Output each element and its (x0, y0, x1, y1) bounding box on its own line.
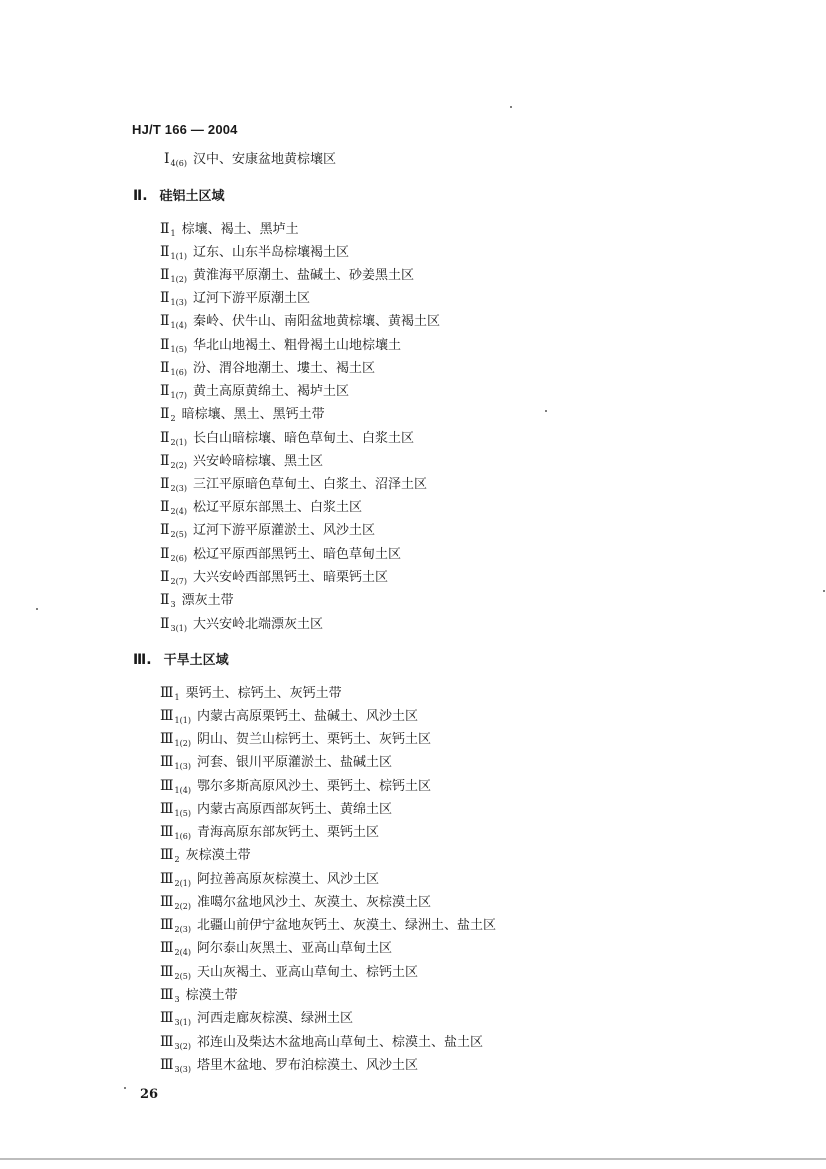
region-name: 硅铝土区域 (159, 189, 225, 204)
list-item (160, 871, 379, 892)
region-code: $Ⅲ_{3(3)}$ (160, 1057, 191, 1074)
list-item (160, 964, 418, 985)
region-code-subscript: 4(6) (170, 159, 187, 168)
list-item (160, 940, 392, 961)
region-name: 华北山地褐土、粗骨褐土山地棕壤土 (192, 338, 401, 353)
region-code-subscript: 1(1) (170, 252, 187, 261)
list-item (160, 685, 342, 706)
region-code: $Ⅲ_3$ (160, 987, 180, 1004)
list-item (160, 1034, 483, 1055)
region-code: Ⅱ. (133, 188, 148, 204)
region-name: 漂灰土带 (181, 593, 234, 608)
list-item (160, 894, 431, 915)
list-item (160, 801, 392, 822)
region-code: $Ⅱ_{1(4)}$ (160, 313, 187, 330)
scan-speck (36, 608, 38, 610)
list-item (160, 221, 299, 242)
region-name: 三江平原暗色草甸土、白浆土、沼泽土区 (192, 477, 427, 492)
region-name: 黄土高原黄绵土、褐垆土区 (192, 384, 349, 399)
region-name: 北疆山前伊宁盆地灰钙土、灰漠土、绿洲土、盐土区 (196, 918, 496, 933)
list-item (160, 522, 375, 543)
region-name: 秦岭、伏牛山、南阳盆地黄棕壤、黄褐土区 (192, 314, 440, 329)
page-number: 26 (140, 1087, 159, 1102)
region-code-subscript: 3(1) (174, 1018, 191, 1027)
region-name: 兴安岭暗棕壤、黑土区 (192, 454, 323, 469)
list-item (164, 151, 336, 172)
region-code-subscript: 2(1) (174, 879, 191, 888)
region-code: $Ⅲ_{3(2)}$ (160, 1034, 191, 1051)
region-name: 干旱土区域 (163, 653, 229, 668)
region-code: $Ⅱ_1$ (160, 221, 176, 238)
list-item (160, 360, 375, 381)
region-code-subscript: 1 (174, 693, 180, 702)
region-name: 栗钙土、棕钙土、灰钙土带 (185, 686, 342, 701)
region-name: 塔里木盆地、罗布泊棕漠土、风沙土区 (196, 1058, 418, 1073)
region-code-subscript: 1(3) (174, 762, 191, 771)
region-code: $Ⅲ_{1(6)}$ (160, 824, 191, 841)
list-item (160, 383, 349, 404)
list-item (160, 616, 323, 637)
region-name: 大兴安岭西部黑钙土、暗栗钙土区 (192, 570, 388, 585)
list-item (160, 847, 251, 868)
list-item (160, 778, 431, 799)
region-code-subscript: 1(3) (170, 298, 187, 307)
list-item (160, 754, 392, 775)
scan-edge (0, 1158, 826, 1160)
list-item (160, 1057, 418, 1078)
section-heading (133, 652, 229, 669)
region-code-subscript: 2(4) (174, 948, 191, 957)
region-code: $Ⅱ_{1(6)}$ (160, 360, 187, 377)
region-code: $Ⅲ_2$ (160, 847, 180, 864)
region-name: 灰棕漠土带 (185, 848, 251, 863)
region-name: 松辽平原东部黑土、白浆土区 (192, 500, 362, 515)
region-code: $Ⅰ_{4(6)}$ (164, 151, 187, 168)
region-code: $Ⅱ_{1(3)}$ (160, 290, 187, 307)
region-code: $Ⅲ_{1(5)}$ (160, 801, 191, 818)
region-code: $Ⅲ_{1(1)}$ (160, 708, 191, 725)
region-code-subscript: 2(6) (170, 554, 187, 563)
region-name: 辽河下游平原潮土区 (192, 291, 310, 306)
region-code: $Ⅲ_{2(1)}$ (160, 871, 191, 888)
region-code-subscript: 1(6) (174, 832, 191, 841)
list-item (160, 1010, 353, 1031)
list-item (160, 453, 323, 474)
list-item (160, 731, 431, 752)
region-code: $Ⅱ_{2(7)}$ (160, 569, 187, 586)
region-code: $Ⅱ_{2(6)}$ (160, 546, 187, 563)
list-item (160, 290, 310, 311)
region-code-subscript: 2(3) (174, 925, 191, 934)
region-name: 松辽平原西部黑钙土、暗色草甸土区 (192, 547, 401, 562)
scan-speck (124, 1087, 126, 1089)
region-name: 阿尔泰山灰黑土、亚高山草甸土区 (196, 941, 392, 956)
region-code: $Ⅲ_{2(3)}$ (160, 917, 191, 934)
region-code-subscript: 2(3) (170, 484, 187, 493)
region-code-subscript: 3 (174, 995, 180, 1004)
region-name: 暗棕壤、黑土、黑钙土带 (181, 407, 325, 422)
region-name: 棕漠土带 (185, 988, 238, 1003)
region-code: Ⅲ. (133, 652, 152, 668)
list-item (160, 313, 440, 334)
region-code: $Ⅲ_1$ (160, 685, 180, 702)
region-name: 内蒙古高原西部灰钙土、黄绵土区 (196, 802, 392, 817)
region-code: $Ⅱ_{1(1)}$ (160, 244, 187, 261)
list-item (160, 476, 427, 497)
region-name: 汉中、安康盆地黄棕壤区 (192, 152, 336, 167)
list-item (160, 337, 401, 358)
region-code: $Ⅱ_{3(1)}$ (160, 616, 187, 633)
region-code-subscript: 2(1) (170, 438, 187, 447)
region-code: $Ⅱ_{2(5)}$ (160, 522, 187, 539)
region-code-subscript: 3(3) (174, 1065, 191, 1074)
region-code-subscript: 1(4) (174, 786, 191, 795)
region-code-subscript: 1(2) (170, 275, 187, 284)
region-code-subscript: 2(7) (170, 577, 187, 586)
list-item (160, 824, 379, 845)
region-code: $Ⅱ_{1(2)}$ (160, 267, 187, 284)
region-code: $Ⅱ_{2(4)}$ (160, 499, 187, 516)
scan-speck (823, 590, 825, 592)
region-name: 祁连山及柴达木盆地高山草甸土、棕漠土、盐土区 (196, 1035, 483, 1050)
region-code-subscript: 2 (174, 855, 180, 864)
region-code-subscript: 3(1) (170, 624, 187, 633)
region-name: 长白山暗棕壤、暗色草甸土、白浆土区 (192, 431, 414, 446)
list-item (160, 406, 325, 427)
section-heading (133, 188, 225, 205)
region-code-subscript: 2(2) (174, 902, 191, 911)
scan-speck (545, 410, 547, 412)
region-code-subscript: 1(4) (170, 321, 187, 330)
region-name: 青海高原东部灰钙土、栗钙土区 (196, 825, 379, 840)
region-code-subscript: 2(5) (174, 972, 191, 981)
region-code-subscript: 1(1) (174, 716, 191, 725)
list-item (160, 917, 496, 938)
region-code-subscript: 1(5) (174, 809, 191, 818)
region-name: 阿拉善高原灰棕漠土、风沙土区 (196, 872, 379, 887)
region-name: 内蒙古高原栗钙土、盐碱土、风沙土区 (196, 709, 418, 724)
region-code: $Ⅱ_3$ (160, 592, 176, 609)
list-item (160, 708, 418, 729)
region-name: 河西走廊灰棕漠、绿洲土区 (196, 1011, 353, 1026)
region-code: $Ⅲ_{2(4)}$ (160, 940, 191, 957)
list-item (160, 569, 388, 590)
list-item (160, 987, 238, 1008)
region-code-subscript: 1 (170, 229, 176, 238)
list-item (160, 546, 401, 567)
region-code-subscript: 3 (170, 600, 176, 609)
region-code-subscript: 2 (170, 414, 176, 423)
list-item (160, 267, 414, 288)
region-code: $Ⅱ_{1(5)}$ (160, 337, 187, 354)
region-code: $Ⅲ_{1(3)}$ (160, 754, 191, 771)
region-code: $Ⅲ_{1(2)}$ (160, 731, 191, 748)
region-name: 黄淮海平原潮土、盐碱土、砂姜黑土区 (192, 268, 414, 283)
scan-speck (510, 106, 512, 108)
region-code-subscript: 2(2) (170, 461, 187, 470)
region-code-subscript: 1(7) (170, 391, 187, 400)
region-code: $Ⅱ_{1(7)}$ (160, 383, 187, 400)
region-code-subscript: 2(5) (170, 530, 187, 539)
region-code: $Ⅲ_{3(1)}$ (160, 1010, 191, 1027)
region-code: $Ⅲ_{2(2)}$ (160, 894, 191, 911)
region-code-subscript: 1(5) (170, 345, 187, 354)
region-code-subscript: 1(6) (170, 368, 187, 377)
region-code: $Ⅱ_2$ (160, 406, 176, 423)
list-item (160, 499, 362, 520)
region-name: 汾、渭谷地潮土、塿土、褐土区 (192, 361, 375, 376)
region-name: 准噶尔盆地风沙土、灰漠土、灰棕漠土区 (196, 895, 431, 910)
region-code: $Ⅲ_{1(4)}$ (160, 778, 191, 795)
region-code-subscript: 1(2) (174, 739, 191, 748)
region-code: $Ⅱ_{2(1)}$ (160, 430, 187, 447)
region-name: 河套、银川平原灌淤土、盐碱土区 (196, 755, 392, 770)
list-item (160, 430, 414, 451)
region-code-subscript: 3(2) (174, 1042, 191, 1051)
standard-number: HJ/T 166 — 2004 (132, 122, 238, 137)
region-code: $Ⅱ_{2(2)}$ (160, 453, 187, 470)
list-item (160, 244, 349, 265)
region-name: 棕壤、褐土、黑垆土 (181, 222, 299, 237)
region-name: 鄂尔多斯高原风沙土、栗钙土、棕钙土区 (196, 779, 431, 794)
region-name: 天山灰褐土、亚高山草甸土、棕钙土区 (196, 965, 418, 980)
region-code: $Ⅱ_{2(3)}$ (160, 476, 187, 493)
region-code: $Ⅲ_{2(5)}$ (160, 964, 191, 981)
region-name: 大兴安岭北端漂灰土区 (192, 617, 323, 632)
region-name: 阴山、贺兰山棕钙土、栗钙土、灰钙土区 (196, 732, 431, 747)
region-code-subscript: 2(4) (170, 507, 187, 516)
list-item (160, 592, 234, 613)
region-name: 辽东、山东半岛棕壤褐土区 (192, 245, 349, 260)
region-name: 辽河下游平原灌淤土、风沙土区 (192, 523, 375, 538)
